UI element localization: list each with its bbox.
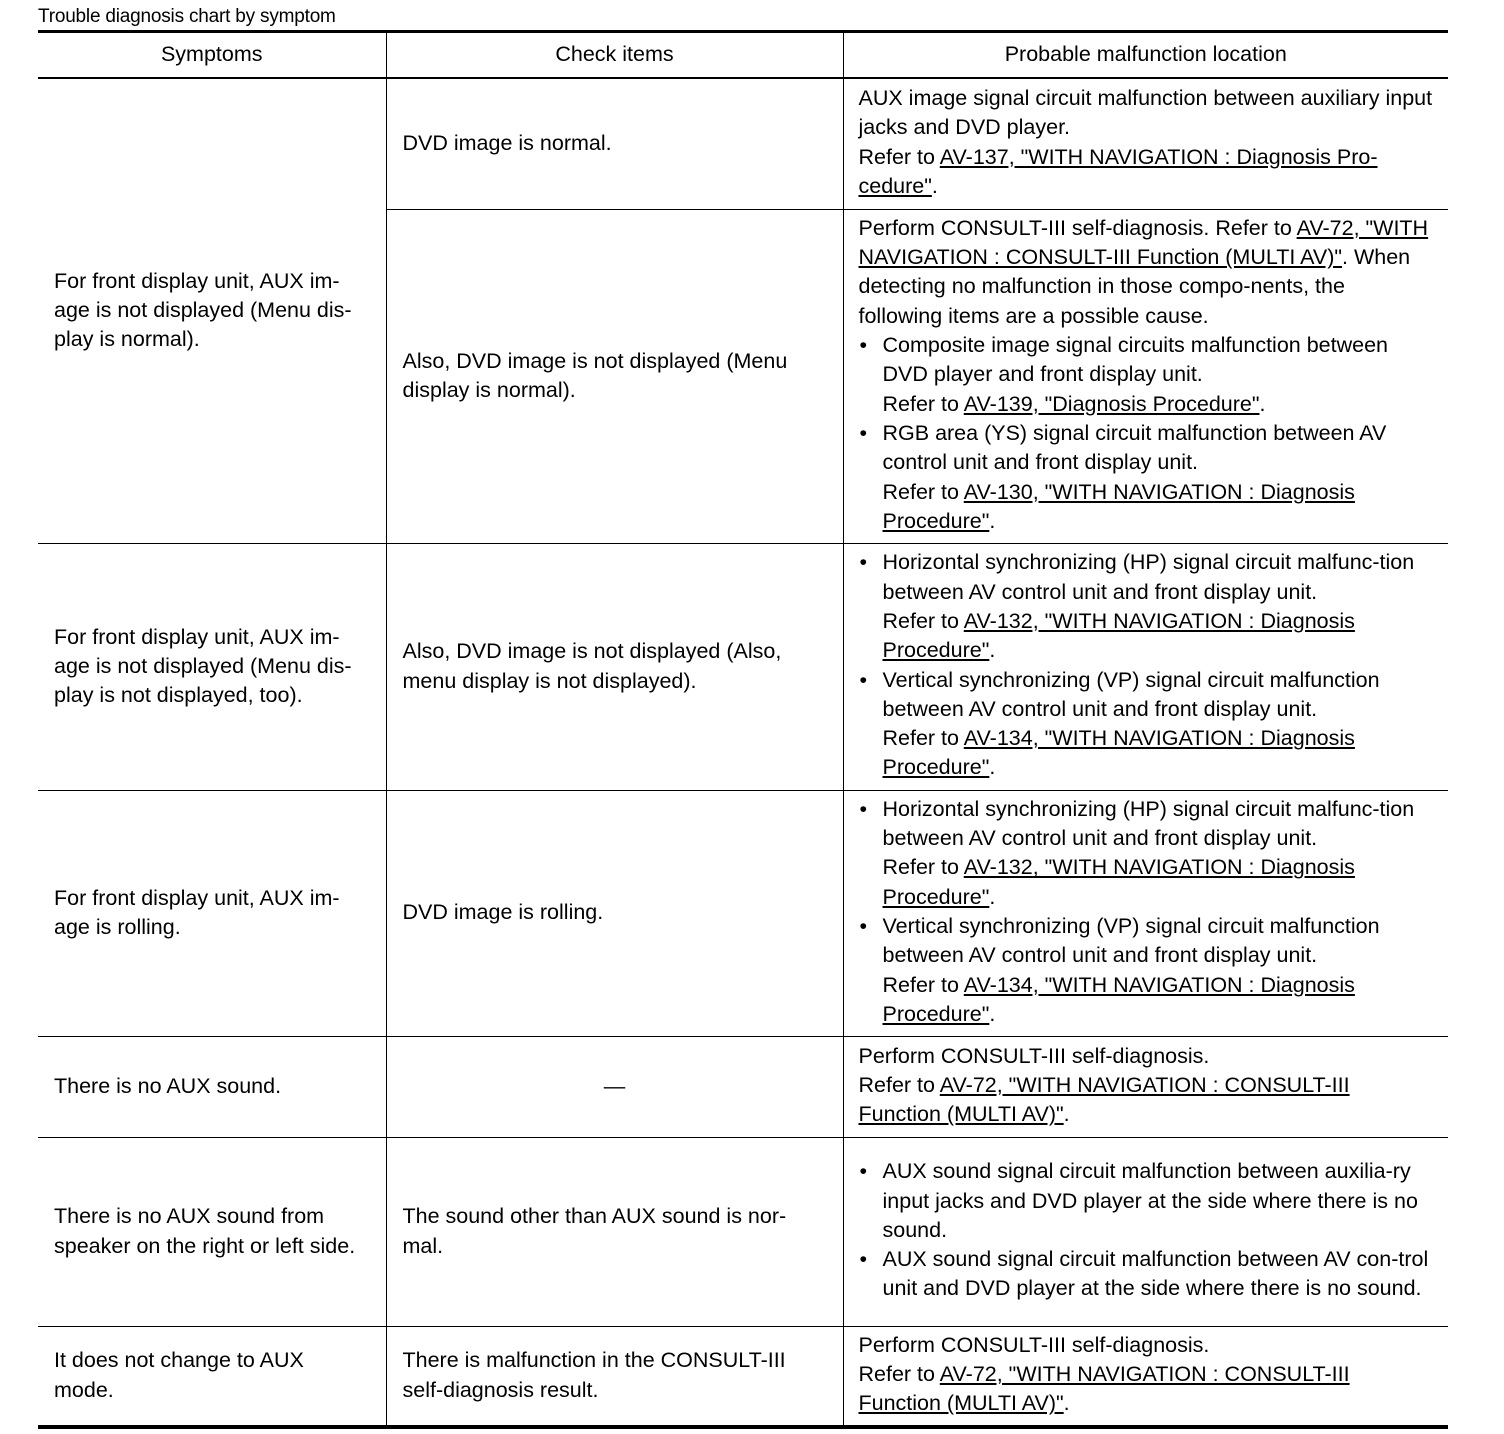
list-item	[859, 331, 1435, 419]
cause-list	[859, 795, 1435, 1029]
location-cell	[843, 543, 1448, 790]
reference-prefix: Refer to	[858, 1362, 940, 1387]
reference-link[interactable]: AV-137, "WITH NAVIGATION : Diagnosis Pro-cedure"	[858, 144, 1378, 199]
symptom-cell: There is no AUX sound from speaker on the right or left side.	[38, 1137, 386, 1326]
check-cell: DVD image is rolling.	[386, 790, 843, 1036]
reference-line	[859, 1071, 1435, 1130]
reference-line	[883, 971, 1435, 1030]
table-row	[38, 543, 1448, 790]
symptom-cell: It does not change to AUX mode.	[38, 1326, 386, 1427]
reference-link[interactable]: AV-132, "WITH NAVIGATION : Diagnosis Procedure"	[882, 608, 1355, 663]
table-row	[38, 78, 1448, 209]
check-cell: There is malfunction in the CONSULT-III self-diagnosis result.	[386, 1326, 843, 1427]
reference-line	[883, 390, 1435, 419]
location-text: AUX image signal circuit malfunction between auxiliary input jacks and DVD player.	[858, 86, 1433, 140]
cause-list	[859, 1157, 1435, 1303]
list-item	[859, 419, 1435, 536]
list-item	[859, 666, 1435, 783]
symptom-cell: For front display unit, AUX im-age is not displayed (Menu dis-play is not displayed, too).	[38, 543, 386, 790]
check-cell: Also, DVD image is not displayed (Also, menu display is not displayed).	[386, 543, 843, 790]
header-check-items: Check items	[386, 32, 843, 79]
location-cell	[843, 209, 1448, 543]
reference-suffix: .	[1259, 391, 1266, 416]
symptom-cell: For front display unit, AUX im-age is not displayed (Menu dis-play is normal).	[38, 78, 386, 543]
list-item	[859, 1245, 1435, 1304]
location-cell	[843, 78, 1448, 209]
reference-line	[883, 607, 1435, 666]
symptom-cell: For front display unit, AUX im-age is rolling.	[38, 790, 386, 1036]
location-text: Perform CONSULT-III self-diagnosis.	[858, 1332, 1210, 1357]
check-cell: DVD image is normal.	[386, 78, 843, 209]
cause-text: Horizontal synchronizing (HP) signal circuit malfunc-tion between AV control unit and front display unit.	[882, 550, 1415, 604]
reference-link[interactable]: AV-72, "WITH NAVIGATION : CONSULT-III Function (MULTI AV)"	[858, 1362, 1350, 1416]
list-item	[859, 795, 1435, 912]
reference-link[interactable]: AV-130, "WITH NAVIGATION : Diagnosis Procedure"	[882, 479, 1355, 533]
reference-link[interactable]: AV-134, "WITH NAVIGATION : Diagnosis Procedure"	[882, 726, 1355, 780]
reference-suffix: .	[989, 755, 996, 780]
header-location: Probable malfunction location	[843, 32, 1448, 79]
reference-link[interactable]: AV-72, "WITH NAVIGATION : CONSULT-III Function (MULTI AV)"	[858, 215, 1429, 270]
check-cell: The sound other than AUX sound is nor-mal.	[386, 1137, 843, 1326]
list-item	[859, 1157, 1435, 1245]
location-text: Perform CONSULT-III self-diagnosis.	[858, 1043, 1210, 1068]
reference-prefix: Refer to	[882, 608, 964, 633]
cause-list	[859, 331, 1435, 536]
cause-text: Vertical synchronizing (VP) signal circuit malfunction between AV control unit and front display unit.	[882, 914, 1380, 968]
cause-text: AUX sound signal circuit malfunction between AV con-trol unit and DVD player at the side where there is no sound.	[882, 1247, 1429, 1301]
check-cell: Also, DVD image is not displayed (Menu display is normal).	[386, 209, 843, 543]
reference-prefix: Refer to	[882, 855, 964, 880]
cause-text: Horizontal synchronizing (HP) signal circuit malfunc-tion between AV control unit and front display unit.	[882, 796, 1415, 851]
diagnosis-table	[38, 30, 1448, 1429]
reference-prefix: Refer to	[858, 144, 940, 169]
symptom-cell: There is no AUX sound.	[38, 1036, 386, 1137]
chart-caption: Trouble diagnosis chart by symptom	[38, 6, 336, 27]
reference-suffix: .	[989, 638, 996, 663]
reference-suffix: .	[1063, 1391, 1070, 1416]
cause-list	[859, 548, 1435, 782]
reference-link[interactable]: AV-132, "WITH NAVIGATION : Diagnosis Procedure"	[882, 855, 1355, 909]
reference-prefix: Refer to	[882, 391, 964, 416]
table-row	[38, 1036, 1448, 1137]
reference-line	[883, 724, 1435, 783]
reference-prefix: Refer to	[882, 726, 964, 751]
reference-suffix: .	[989, 884, 996, 909]
location-cell	[843, 1326, 1448, 1427]
reference-prefix: Refer to	[858, 1072, 940, 1097]
location-cell	[843, 790, 1448, 1036]
location-text: . When detecting no malfunction in those compo-nents, the following items are a possible cause.	[858, 245, 1411, 328]
reference-link[interactable]: AV-139, "Diagnosis Procedure"	[963, 391, 1260, 416]
reference-line	[859, 143, 1435, 202]
header-symptoms: Symptoms	[38, 32, 386, 79]
reference-line	[883, 478, 1435, 537]
reference-link[interactable]: AV-72, "WITH NAVIGATION : CONSULT-III Function (MULTI AV)"	[858, 1072, 1350, 1127]
list-item	[859, 912, 1435, 1029]
reference-prefix: Refer to	[882, 972, 964, 997]
reference-prefix: Refer to	[882, 479, 964, 504]
table-row	[38, 790, 1448, 1036]
reference-suffix: .	[1063, 1102, 1070, 1127]
cause-text: AUX sound signal circuit malfunction between auxilia-ry input jacks and DVD player at the side where there is no sound.	[882, 1159, 1418, 1242]
reference-suffix: .	[989, 1001, 996, 1026]
reference-suffix: .	[931, 174, 938, 199]
location-cell	[843, 1137, 1448, 1326]
reference-line	[859, 1360, 1435, 1419]
list-item	[859, 548, 1435, 665]
table-row	[38, 1137, 1448, 1326]
cause-text: Composite image signal circuits malfunction between DVD player and front display unit.	[882, 333, 1388, 387]
location-text: Perform CONSULT-III self-diagnosis. Refer to	[858, 215, 1297, 240]
reference-line	[883, 853, 1435, 912]
table-row	[38, 1326, 1448, 1427]
cause-text: Vertical synchronizing (VP) signal circuit malfunction between AV control unit and front display unit.	[882, 667, 1380, 721]
header-row	[38, 32, 1448, 79]
location-cell	[843, 1036, 1448, 1137]
reference-suffix: .	[989, 508, 996, 533]
cause-text: RGB area (YS) signal circuit malfunction between AV control unit and front display unit.	[882, 420, 1387, 475]
reference-link[interactable]: AV-134, "WITH NAVIGATION : Diagnosis Procedure"	[882, 972, 1355, 1026]
check-cell: —	[386, 1036, 843, 1137]
